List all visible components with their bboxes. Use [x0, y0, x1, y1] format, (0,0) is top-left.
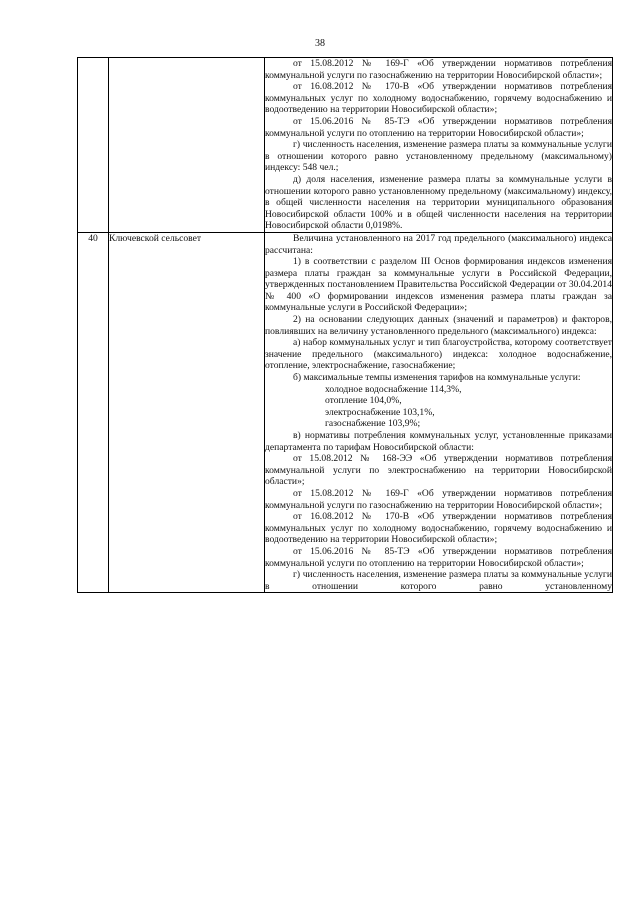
tariff-rate-item: холодное водоснабжение 114,3%,	[325, 383, 462, 395]
paragraph: от 15.06.2016 № 85-ТЭ «Об утверждении нормативов потребления коммунальной услуги по отоплению на территории Новосибирской области»;	[265, 545, 612, 569]
paragraph: от 15.08.2012 № 169-Г «Об утверждении нормативов потребления коммунальной услуги по газоснабжению на территории Новосибирской области»;	[265, 487, 612, 511]
paragraph: 1) в соответствии с разделом III Основ формирования индексов изменения размера платы граждан за коммунальные услуги в Российской Федерации, утвержденных постановлением Правительства Российской Федерации от 30.04.2014 № 400 «О формировании индексов изменения размера платы граждан за коммунальные услуги в Российской Федерации»;	[265, 256, 612, 314]
paragraph: от 15.08.2012 № 169-Г «Об утверждении нормативов потребления коммунальной услуги по газоснабжению на территории Новосибирской области»;	[265, 58, 612, 81]
paragraph: от 16.08.2012 № 170-В «Об утверждении нормативов потребления коммунальных услуг по холодному водоснабжению, горячему водоснабжению и водоотведению на территории Новосибирской области»;	[265, 511, 612, 546]
paragraph: 2) на основании следующих данных (значений и параметров) и факторов, повлиявших на величину установленного предельного (максимального) индекса:	[265, 314, 612, 337]
tariff-rate-item: газоснабжение 103,9%;	[325, 418, 421, 430]
tariff-rate-item: отопление 104,0%,	[325, 395, 402, 407]
tariff-rate-item: электроснабжение 103,1%,	[325, 406, 435, 418]
municipality-name: Ключевской сельсовет	[109, 232, 265, 592]
paragraph: б) максимальные темпы изменения тарифов на коммунальные услуги:	[293, 372, 581, 384]
row-description	[265, 232, 613, 592]
page-number: 38	[315, 38, 325, 49]
row-number	[78, 58, 109, 233]
paragraph: от 16.08.2012 № 170-В «Об утверждении нормативов потребления коммунальных услуг по холодному водоснабжению, горячему водоснабжению и водоотведению на территории Новосибирской области»;	[265, 81, 612, 116]
municipality-name	[109, 58, 265, 233]
paragraph: д) доля населения, изменение размера платы за коммунальные услуги в отношении которого равно установленному предельному (максимальному) индексу, в общей численности населения на территории муниципального образования Новосибирской области 100% и в общей численности населения на территории Новосибирской области 0,0198%.	[265, 173, 612, 232]
tariff-index-table	[77, 57, 613, 593]
paragraph: от 15.06.2016 № 85-ТЭ «Об утверждении нормативов потребления коммунальной услуги по отоплению на территории Новосибирской области»;	[265, 115, 612, 139]
paragraph: г) численность населения, изменение размера платы за коммунальные услуги в отношении которого равно установленному	[265, 569, 612, 592]
table-row	[78, 58, 613, 233]
row-description	[265, 58, 613, 233]
paragraph: от 15.08.2012 № 168-ЭЭ «Об утверждении нормативов потребления коммунальной услуги по электроснабжению на территории Новосибирской области»;	[265, 453, 612, 488]
table-row	[78, 232, 613, 592]
row-number: 40	[78, 232, 109, 592]
paragraph: Величина установленного на 2017 год предельного (максимального) индекса рассчитана:	[265, 232, 612, 256]
paragraph: а) набор коммунальных услуг и тип благоустройства, которому соответствует значение предельного (максимального) индекса: холодное водоснабжение, отопление, электроснабжение, газоснабжение;	[265, 337, 612, 372]
paragraph: г) численность населения, изменение размера платы за коммунальные услуги в отношении которого равно установленному предельному (максимальному) индексу: 548 чел.;	[265, 139, 612, 174]
paragraph: в) нормативы потребления коммунальных услуг, установленные приказами департамента по тарифам Новосибирской области:	[265, 430, 612, 453]
